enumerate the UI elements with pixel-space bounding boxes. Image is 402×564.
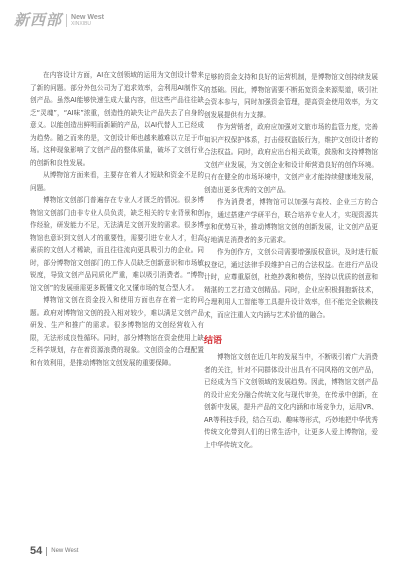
- page-number: 54: [30, 545, 43, 557]
- magazine-logo: 新西部: [14, 11, 63, 29]
- paragraph: 博物馆文创在资金投入和使用方面也存在着一定的问题。政府对博物馆文创的投入相对较少，难以满足文创产品研发、生产和推广的需求。很多博物馆的文创经营收入有限，无法形成良性循环。同时，部分博物馆在资金使用上缺乏科学规划，存在着资源浪费的现象。文创资金的合理配置和有效利用，是推动博物馆文创发展的重要保障。: [30, 296, 204, 367]
- paragraph: 在内容设计方面，AI在文创领域的运用为文创设计带来了新的问题。部分外包公司为了追求效率，会利用AI制作文创产品。虽然AI能够快速生成大量内容，但这些产品往往缺乏“灵魂”，“AI味”浓重，创造性的缺失让产品失去了自身的意义。以能创造出鲜明而新颖的产品，以AI代替人工已经成为趋势。随之而来的是，文创设计师也越来越难以立足于市场。这种现象影响了文创产品的整体质量，破坏了文创行业的创新和良性发展。: [30, 71, 204, 167]
- paragraph: 作为创作方，文创公司需要增强版权意识，及时进行版权登记，通过法律手段维护自己的合法权益。在进行产品设计时，应尊重原创，杜绝抄袭和模仿，坚持以优质的创意和精湛的工艺打造文创精品。同时，企业应积极拥抱新技术，合理利用人工智能等工具提升设计效率，但不能完全依赖技术，而应注重人文内涵与艺术价值的融合。: [204, 248, 378, 319]
- conclusion-paragraph: 博物馆文创在近几年的发展当中，不断吸引着广大消费者的关注，针对不同群体设计出具有不同风格的文创产品，已经成为当下文创领域的发展趋势。因此，博物馆文创产品的设计应充分融合传统文化与现代审美，在传承中创新，在创新中发展，提升产品的文化内涵和市场竞争力，运用VR、AR等科技手段，结合互动、趣味等形式，巧妙地把中华优秀传统文化带到人们的日常生活中，让更多人爱上博物馆，爱上中华传统文化。: [204, 353, 378, 449]
- logo-english: [71, 14, 104, 28]
- logo-divider: [66, 14, 67, 27]
- paragraph: 博物馆文创部门普遍存在专业人才匮乏的情况。很多博物馆文创部门由非专业人员负责，缺乏相关的专业背景和创作经验，研发能力不足，无法满足文创开发的需求。很多博物馆也意识到文创人才的重要性，需要引进专业人才，但高素质的文创人才稀缺，而且往往流向更具吸引力的企业。同时，部分博物馆文创部门的工作人员缺乏创新意识和市场敏锐度，导致文创产品同质化严重，难以吸引消费者。“博物馆文创”的发展亟需更多既懂文化又懂市场的复合型人才。: [30, 196, 204, 292]
- paragraph: 作为消费者，博物馆可以加强与高校、企业三方的合作，通过搭建产学研平台，联合培养专业人才，实现资源共享和优势互补，推动博物馆文创的创新发展，让文创产品更好地满足消费者的多元需求。: [204, 198, 378, 244]
- logo-english-title: New West: [71, 14, 104, 21]
- paragraph: 从博物馆方面来看，主要存在着人才短缺和资金不足的问题。: [30, 171, 204, 192]
- conclusion-heading: 结语: [204, 336, 223, 346]
- footer-magazine-name: New West: [51, 548, 79, 554]
- logo-english-sub: XINXIBU: [71, 21, 92, 27]
- paragraph: 足够的资金支持和良好的运营机制，是博物馆文创持续发展的基础。因此，博物馆需要不断拓宽资金来源渠道，吸引社会资本参与，同时加强资金管理，提高资金使用效率，为文创发展提供有力支撑。: [204, 73, 378, 119]
- article-right-column: [204, 71, 378, 451]
- article-left-column: [30, 69, 204, 369]
- paragraph: 作为营销者，政府应加强对文旅市场的监管力度，完善知识产权保护体系，打击侵权盗版行为，维护文创设计者的合法权益。同时，政府应出台相关政策，鼓励和支持博物馆文创产业发展，为文创企业和设计师营造良好的创作环境。只有在健全的市场环境中，文创产业才能持续健康地发展，创造出更多优秀的文创产品。: [204, 123, 378, 194]
- page-footer: [30, 545, 78, 557]
- footer-divider: [46, 547, 47, 556]
- magazine-header: [14, 10, 104, 28]
